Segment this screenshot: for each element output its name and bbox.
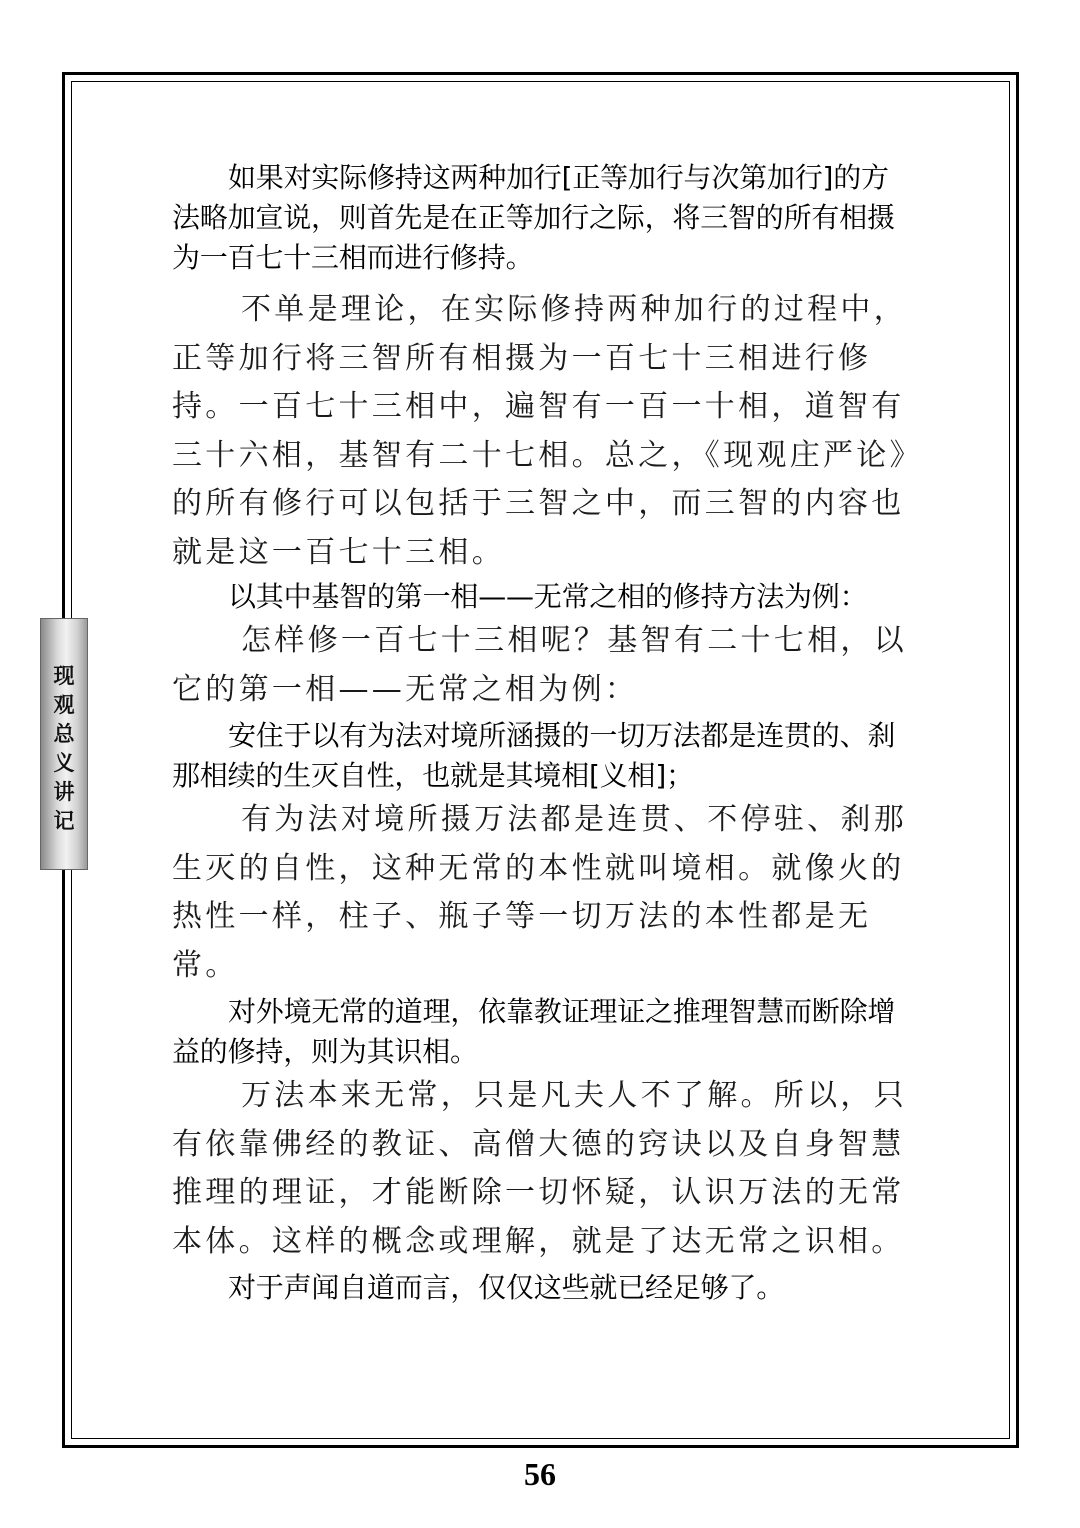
commentary-paragraph: 有为法对境所摄万法都是连贯、不停驻、刹那生灭的自性，这种无常的本性就叫境相。就像火的热性一样，柱子、瓶子等一切万法的本性都是无常。 <box>172 802 907 983</box>
page-body <box>172 158 912 1308</box>
commentary-paragraph: 怎样修一百七十三相呢？基智有二十七相，以它的第一相——无常之相为例： <box>172 623 907 707</box>
page-number: 56 <box>524 1456 556 1492</box>
root-text-paragraph: 以其中基智的第一相——无常之相的修持方法为例： <box>228 580 868 613</box>
commentary-paragraph: 万法本来无常，只是凡夫人不了解。所以，只有依靠佛经的教证、高僧大德的窍诀以及自身智慧推理的理证，才能断除一切怀疑，认识万法的无常本体。这样的概念或理解，就是了达无常之识相。 <box>172 1078 907 1259</box>
root-text-paragraph: 安住于以有为法对境所涵摄的一切万法都是连贯的、刹那相续的生灭自性，也就是其境相[义相]； <box>172 719 896 792</box>
side-tab-title: 现观总义讲记 <box>53 663 75 833</box>
root-text-paragraph: 对于声闻自道而言，仅仅这些就已经足够了。 <box>228 1271 785 1304</box>
side-tab <box>40 618 88 870</box>
commentary-paragraph: 不单是理论，在实际修持两种加行的过程中，正等加行将三智所有相摄为一百七十三相进行修持。一百七十三相中，遍智有一百一十相，道智有三十六相，基智有二十七相。总之，《现观庄严论》的所有修行可以包括于三智之中，而三智的内容也就是这一百七十三相。 <box>172 292 908 570</box>
root-text-paragraph: 如果对实际修持这两种加行[正等加行与次第加行]的方法略加宣说，则首先是在正等加行之际，将三智的所有相摄为一百七十三相而进行修持。 <box>172 161 895 274</box>
root-text-paragraph: 对外境无常的道理，依靠教证理证之推理智慧而断除增益的修持，则为其识相。 <box>172 995 896 1068</box>
